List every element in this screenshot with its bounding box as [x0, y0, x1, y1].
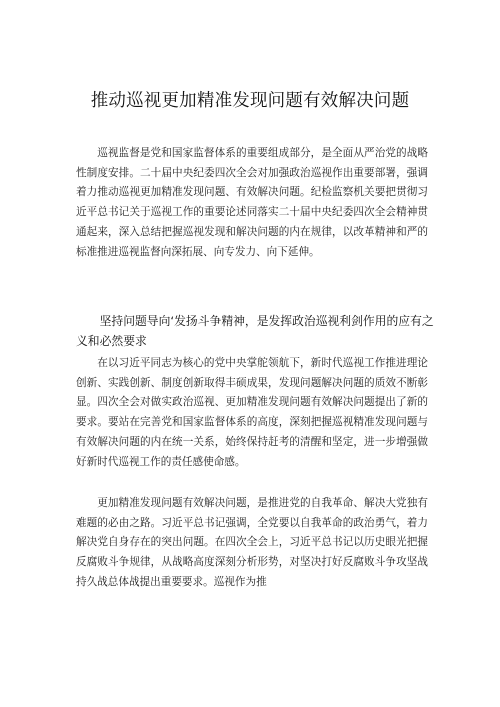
paragraph-section-1: 在以习近平同志为核心的党中央掌舵领航下，新时代巡视工作推进理论创新、实践创新、制度创新取得丰硕成果，发现问题解决问题的质效不断彰显。四次全会对做实政治巡视、更加精准发现问题有效解决问题提出了新的要求。要站在完善党和国家监督体系的高度，深刻把握巡视精准发现问题与有效解决问题的内在统一关系，始终保持赶考的清醒和坚定，进一步增强做好新时代巡视工作的责任感使命感。 — [76, 357, 428, 468]
paragraph-section-2: 更加精准发现问题有效解决问题，是推进党的自我革命、解决大党独有难题的必由之路。习近平总书记强调，全党要以自我革命的政治勇气，着力解决党自身存在的突出问题。在四次全会上，习近平总书记以历史眼光把握反腐败斗争规律，从战略高度深刻分析形势，对坚决打好反腐败斗争攻坚战持久战总体战提出重要要求。巡视作为推 — [76, 497, 428, 588]
section-heading: 坚持问题导向‘发扬斗争精神，是发挥政治巡视利剑作用的应有之义和必然要求 — [76, 314, 434, 348]
paragraph-intro: 巡视监督是党和国家监督体系的重要组成部分，是全面从严治党的战略性制度安排。二十届中央纪委四次全会对加强政治巡视作出重要部署，强调着力推动巡视更加精准发现问题、有效解决问题。纪检监察机关要把贯彻习近平总书记关于巡视工作的重要论述同落实二十届中央纪委四次全会精神贯通起来，深入总结把握巡视发现和解决问题的内在规律，以改革精神和严的标准推进巡视监督向深拓展、向专发力、向下延伸。 — [76, 147, 428, 258]
document-title: 推动巡视更加精准发现问题有效解决问题 — [90, 91, 410, 111]
